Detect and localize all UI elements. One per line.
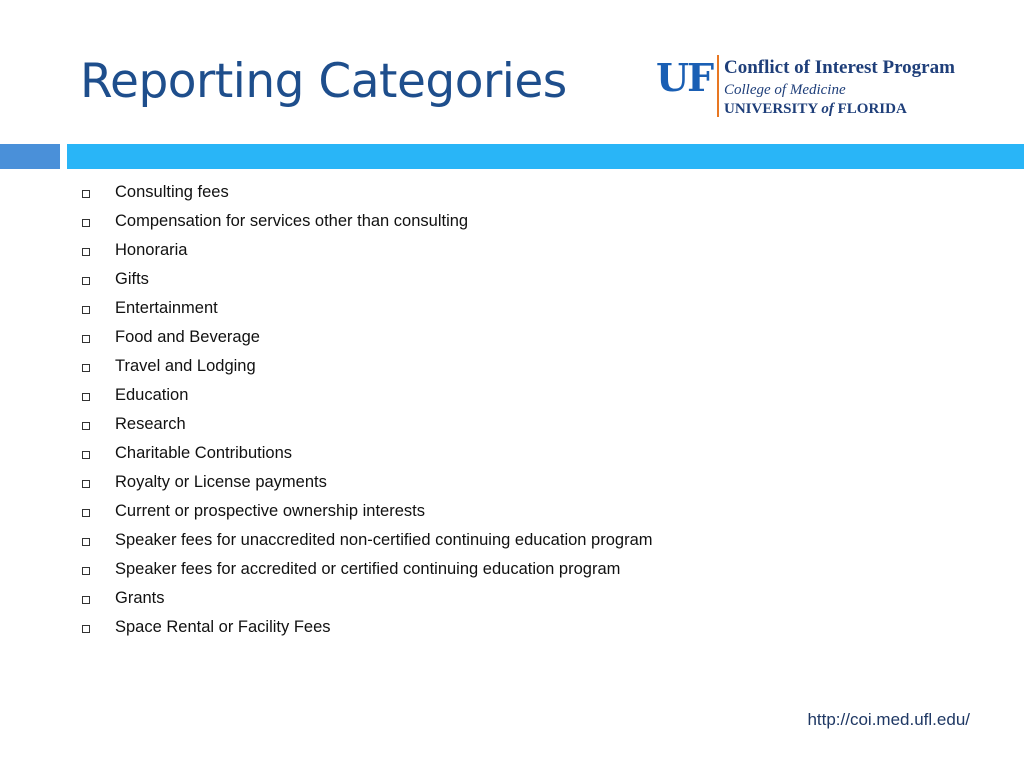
square-bullet-icon — [82, 538, 90, 546]
list-item-text: Speaker fees for accredited or certified continuing education program — [115, 560, 621, 578]
square-bullet-icon — [82, 596, 90, 604]
logo-university-word: UNIVERSITY — [724, 101, 822, 117]
square-bullet-icon — [82, 422, 90, 430]
square-bullet-icon — [82, 509, 90, 517]
square-bullet-icon — [82, 480, 90, 488]
list-item-text: Space Rental or Facility Fees — [115, 618, 331, 636]
list-item-text: Food and Beverage — [115, 328, 260, 346]
logo-program-name: Conflict of Interest Program — [724, 57, 955, 78]
list-item-text: Speaker fees for unaccredited non-certified continuing education program — [115, 531, 653, 549]
uf-monogram: UF — [656, 55, 713, 100]
list-item-text: Entertainment — [115, 299, 218, 317]
list-item-text: Compensation for services other than consulting — [115, 212, 469, 230]
list-item-text: Charitable Contributions — [115, 444, 293, 462]
square-bullet-icon — [82, 277, 90, 285]
list-item-text: Research — [115, 415, 186, 433]
square-bullet-icon — [82, 393, 90, 401]
square-bullet-icon — [82, 306, 90, 314]
logo-of-word: of — [821, 101, 834, 117]
logo-college-name: College of Medicine — [724, 82, 846, 98]
footer-url[interactable]: http://coi.med.ufl.edu/ — [807, 710, 970, 729]
slide-title: Reporting Categories — [80, 54, 567, 109]
list-item-text: Gifts — [115, 270, 149, 288]
square-bullet-icon — [82, 364, 90, 372]
list-item-text: Royalty or License payments — [115, 473, 327, 491]
header-band-left — [0, 144, 60, 169]
list-item-text: Consulting fees — [115, 183, 229, 201]
list-item-text: Grants — [115, 589, 165, 607]
square-bullet-icon — [82, 625, 90, 633]
list-item-text: Honoraria — [115, 241, 188, 259]
square-bullet-icon — [82, 451, 90, 459]
list-item-text: Travel and Lodging — [115, 357, 256, 375]
logo-florida-word: FLORIDA — [833, 101, 907, 117]
uf-conflict-of-interest-logo — [656, 55, 978, 121]
header-band-right — [67, 144, 1024, 169]
square-bullet-icon — [82, 190, 90, 198]
list-item-text: Current or prospective ownership interests — [115, 502, 425, 520]
logo-divider — [717, 55, 719, 117]
square-bullet-icon — [82, 567, 90, 575]
square-bullet-icon — [82, 248, 90, 256]
square-bullet-icon — [82, 219, 90, 227]
logo-university-name — [724, 100, 907, 118]
square-bullet-icon — [82, 335, 90, 343]
list-item-text: Education — [115, 386, 189, 404]
